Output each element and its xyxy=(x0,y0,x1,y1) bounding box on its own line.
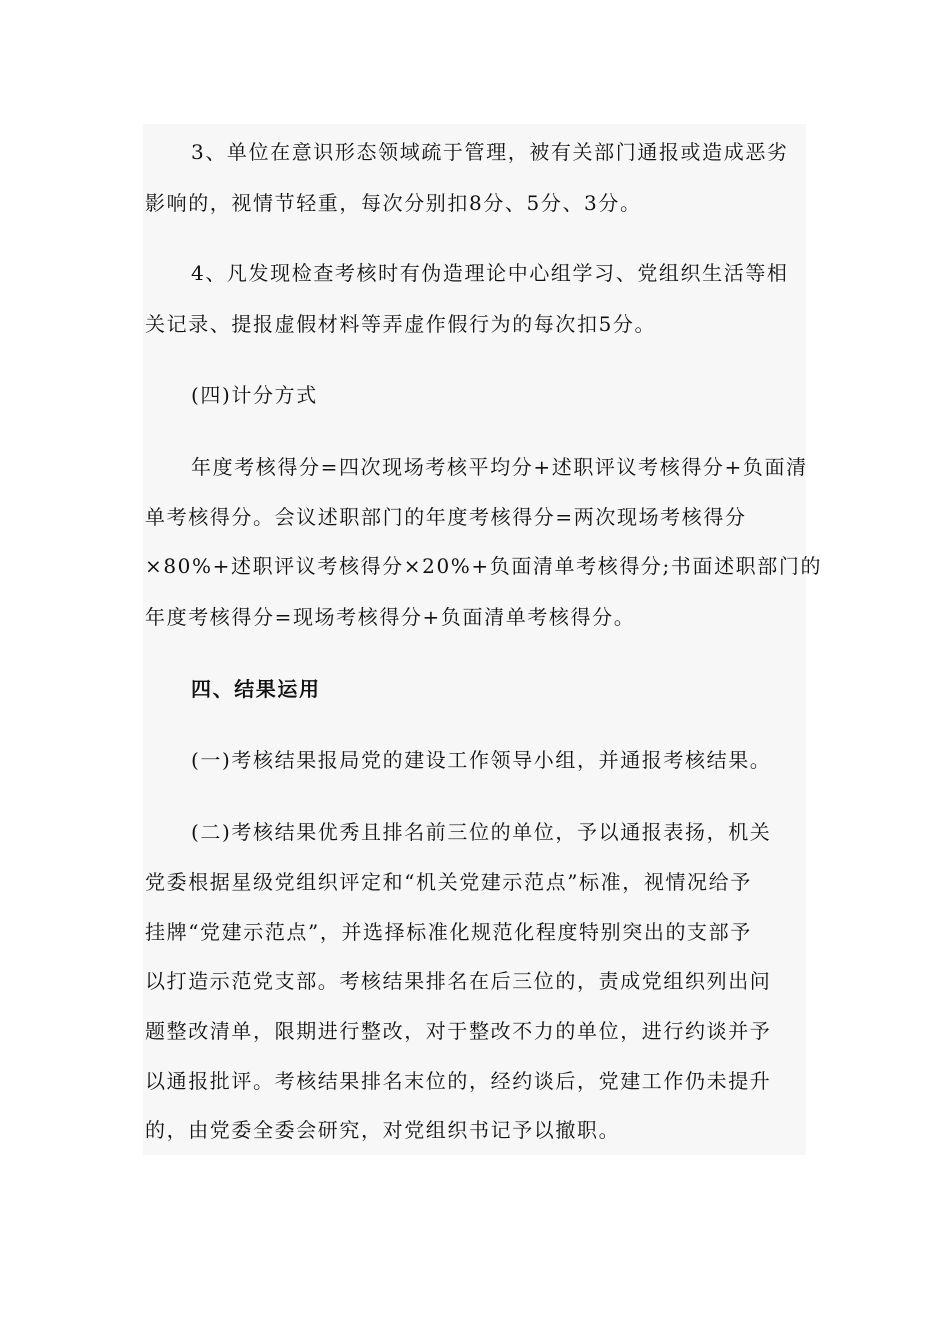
section-heading-results: 四、结果运用 xyxy=(191,677,321,701)
paragraph-results-1: (一)考核结果报局党的建设工作领导小组，并通报考核结果。 xyxy=(191,748,772,772)
paragraph-results-2-line-4: 以打造示范党支部。考核结果排名在后三位的，责成党组织列出问 xyxy=(145,969,772,993)
paragraph-results-2-line-6: 以通报批评。考核结果排名末位的，经约谈后，党建工作仍未提升 xyxy=(145,1069,772,1093)
paragraph-item-4-line-1: 4、凡发现检查考核时有伪造理论中心组学习、党组织生活等相 xyxy=(191,261,789,285)
paragraph-scoring-line-1: 年度考核得分=四次现场考核平均分+述职评议考核得分+负面清 xyxy=(191,455,808,479)
paragraph-results-2-line-5: 题整改清单，限期进行整改，对于整改不力的单位，进行约谈并予 xyxy=(145,1019,772,1043)
paragraph-item-3-line-1: 3、单位在意识形态领域疏于管理，被有关部门通报或造成恶劣 xyxy=(191,140,789,164)
paragraph-results-2-line-1: (二)考核结果优秀且排名前三位的单位，予以通报表扬，机关 xyxy=(191,820,772,844)
paragraph-results-2-line-7: 的，由党委全委会研究，对党组织书记予以撤职。 xyxy=(145,1118,621,1142)
paragraph-results-2-line-3: 挂牌“党建示范点”，并选择标准化规范化程度特别突出的支部予 xyxy=(145,920,752,944)
subheading-scoring-method: (四)计分方式 xyxy=(191,383,318,407)
paragraph-results-2-line-2: 党委根据星级党组织评定和“机关党建示范点”标准，视情况给予 xyxy=(145,870,752,894)
paragraph-item-4-line-2: 关记录、提报虚假材料等弄虚作假行为的每次扣5分。 xyxy=(145,312,657,336)
paragraph-scoring-line-2: 单考核得分。会议述职部门的年度考核得分=两次现场考核得分 xyxy=(145,505,747,529)
paragraph-item-3-line-2: 影响的，视情节轻重，每次分别扣8分、5分、3分。 xyxy=(145,191,642,215)
paragraph-scoring-line-4: 年度考核得分=现场考核得分+负面清单考核得分。 xyxy=(145,605,636,629)
paragraph-scoring-line-3: ×80%+述职评议考核得分×20%+负面清单考核得分;书面述职部门的 xyxy=(145,554,823,578)
